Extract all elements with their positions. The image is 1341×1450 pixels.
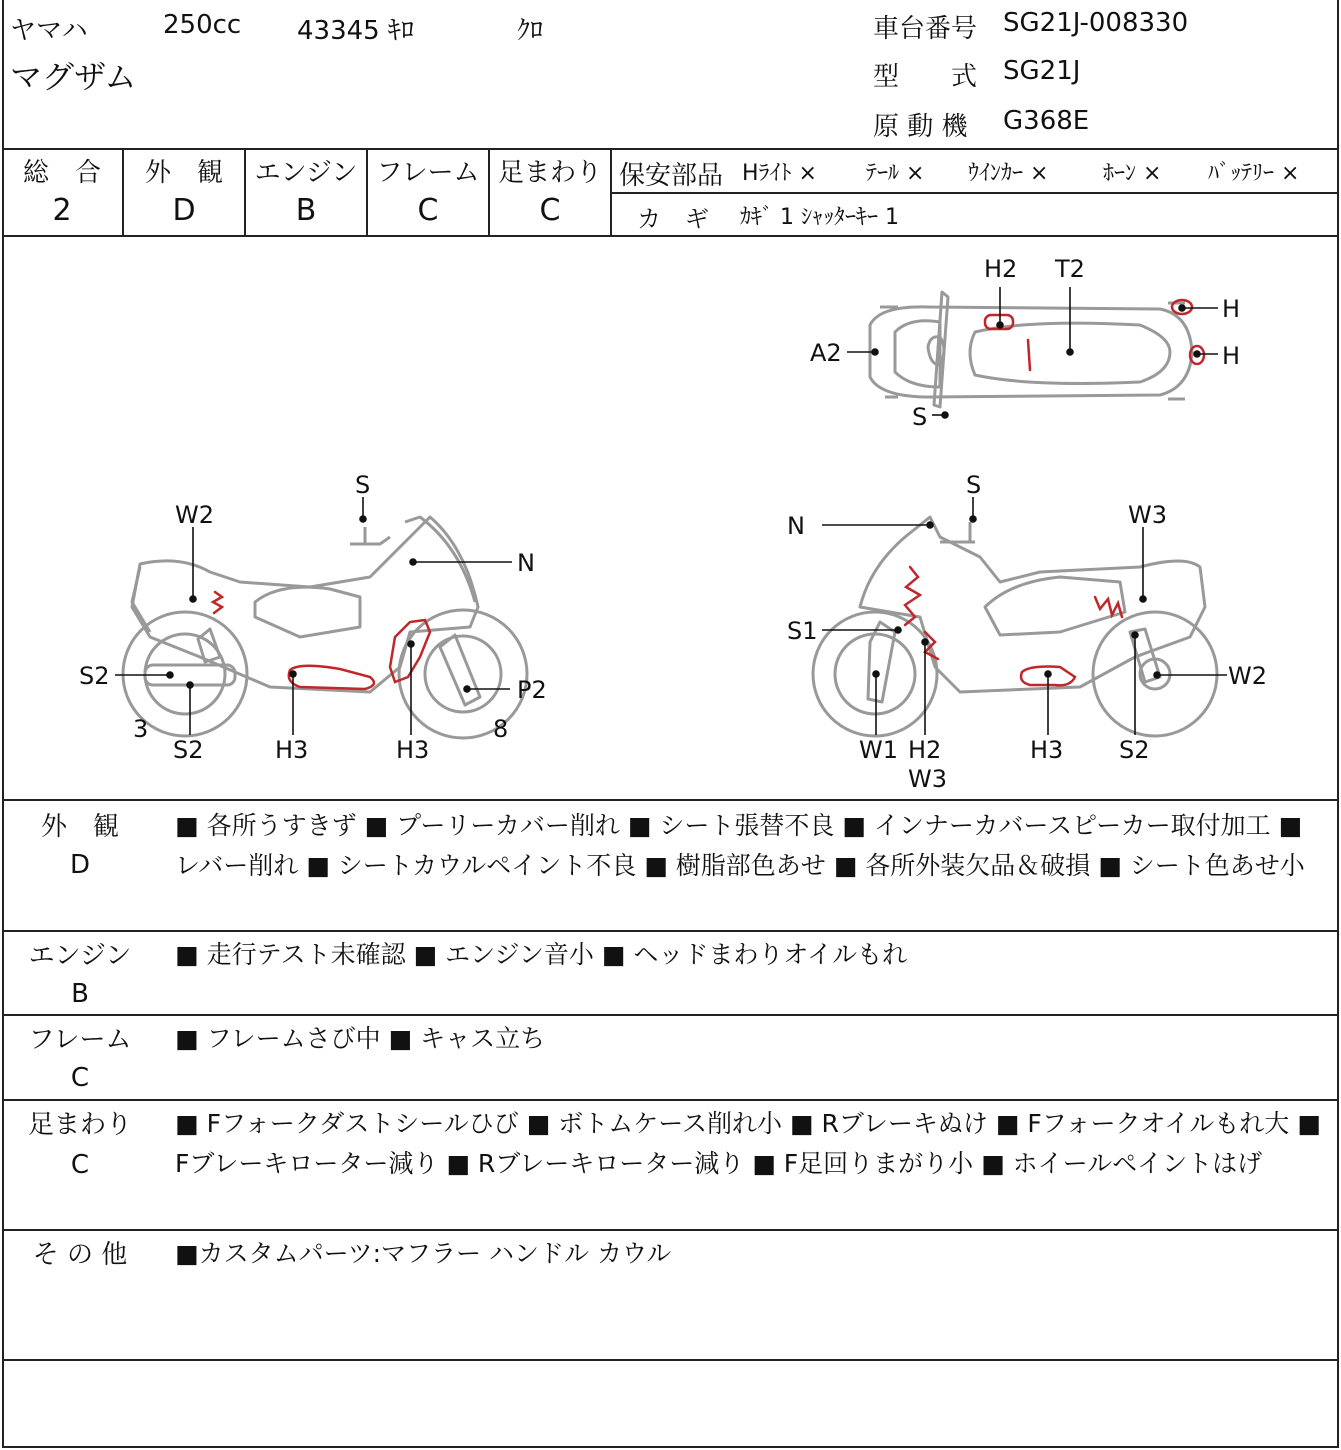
diag-label: A2 bbox=[810, 339, 842, 367]
diag-label: H bbox=[1222, 342, 1241, 370]
safety-item-winker: ｳｲﾝｶｰ × bbox=[968, 161, 1049, 186]
divider bbox=[2, 799, 1339, 801]
grade-suspension-label: 足まわり bbox=[497, 158, 602, 188]
diag-label: W3 bbox=[908, 765, 947, 793]
diag-label: 3 bbox=[133, 715, 149, 743]
type-label: 型 式 bbox=[873, 62, 978, 92]
diag-label: H bbox=[1222, 295, 1241, 323]
mileage: 43345 ｷﾛ bbox=[297, 16, 414, 46]
grade-engine-value: B bbox=[295, 193, 317, 228]
grade-total-value: 2 bbox=[52, 193, 72, 228]
section-engine-text: ■ 走行テスト未確認 ■ エンジン音小 ■ ヘッドまわりオイルもれ bbox=[175, 940, 908, 969]
diag-label: S bbox=[912, 403, 928, 431]
section-suspension-text: ■ Fフォークダストシールひび ■ ボトムケース削れ小 ■ Rブレーキぬけ ■ Fフォークオイルもれ大 ■ Fブレーキローター減り ■ Rブレーキローター減り ■ F足回りまがり小 ■ ホイールペイントはげ bbox=[175, 1109, 1321, 1178]
frame-no-label: 車台番号 bbox=[873, 14, 978, 44]
divider bbox=[2, 1014, 1339, 1016]
diag-label: H3 bbox=[275, 736, 309, 764]
diag-label: H3 bbox=[1030, 736, 1064, 764]
section-engine-grade: B bbox=[71, 979, 89, 1009]
section-other-title: そ の 他 bbox=[32, 1240, 128, 1270]
maker: ヤマハ bbox=[10, 16, 88, 46]
engine-value: G368E bbox=[1003, 106, 1090, 136]
divider bbox=[2, 1099, 1339, 1101]
diag-label: S1 bbox=[787, 617, 818, 645]
diag-label: H3 bbox=[396, 736, 430, 764]
type-value: SG21J bbox=[1003, 56, 1081, 86]
diag-label: S2 bbox=[79, 662, 110, 690]
diag-label: 8 bbox=[493, 715, 509, 743]
section-engine-title: エンジン bbox=[28, 941, 132, 971]
model-name: マグザム bbox=[10, 58, 137, 96]
diag-label: P2 bbox=[517, 676, 547, 704]
diag-label: H2 bbox=[984, 255, 1018, 283]
section-frame-grade: C bbox=[70, 1063, 90, 1093]
diag-label: W2 bbox=[175, 501, 214, 529]
damage-diagram bbox=[0, 237, 1341, 799]
diag-label: S2 bbox=[1119, 736, 1150, 764]
section-suspension-grade: C bbox=[70, 1150, 90, 1180]
diag-label: W2 bbox=[1228, 662, 1267, 690]
divider bbox=[2, 1359, 1339, 1361]
color: ｸﾛ bbox=[517, 16, 544, 46]
diag-label: H2 bbox=[908, 736, 942, 764]
grade-frame-value: C bbox=[417, 193, 439, 228]
grade-exterior-value: D bbox=[172, 193, 196, 228]
right-side-scooter bbox=[813, 517, 1217, 736]
safety-item-headlight: Hﾗｲﾄ × bbox=[742, 161, 817, 186]
safety-item-battery: ﾊﾞｯﾃﾘｰ × bbox=[1208, 161, 1300, 186]
top-view-scooter bbox=[870, 292, 1192, 407]
diag-label: W1 bbox=[859, 736, 898, 764]
engine-label: 原 動 機 bbox=[873, 112, 968, 142]
section-frame-title: フレーム bbox=[28, 1025, 132, 1055]
key-value: ｶｷﾞ 1 ｼｬｯﾀｰｷｰ 1 bbox=[740, 205, 899, 230]
key-label: カ ギ bbox=[637, 205, 709, 233]
safety-item-tail: ﾃｰﾙ × bbox=[866, 161, 925, 186]
diag-label: N bbox=[787, 512, 805, 540]
safety-item-horn: ﾎｰﾝ × bbox=[1103, 161, 1162, 186]
section-other-text: ■カスタムパーツ:マフラー ハンドル カウル bbox=[175, 1239, 672, 1268]
diag-label: S bbox=[355, 471, 371, 499]
diag-label: T2 bbox=[1055, 255, 1085, 283]
left-side-scooter bbox=[123, 517, 527, 738]
diag-label: S2 bbox=[173, 736, 204, 764]
grade-exterior-label: 外 観 bbox=[144, 158, 223, 188]
frame-no: SG21J-008330 bbox=[1003, 8, 1189, 38]
section-exterior-title: 外 観 bbox=[40, 812, 119, 842]
divider bbox=[2, 930, 1339, 932]
divider bbox=[612, 192, 1339, 194]
section-exterior-grade: D bbox=[69, 850, 91, 880]
divider bbox=[2, 1229, 1339, 1231]
grade-suspension-value: C bbox=[539, 193, 561, 228]
diag-label: S bbox=[966, 471, 982, 499]
diag-label: N bbox=[517, 549, 535, 577]
section-suspension-title: 足まわり bbox=[27, 1110, 132, 1140]
diag-label: W3 bbox=[1128, 501, 1167, 529]
section-frame-text: ■ フレームさび中 ■ キャス立ち bbox=[175, 1024, 546, 1053]
safety-label: 保安部品 bbox=[619, 161, 724, 191]
displacement: 250cc bbox=[163, 10, 242, 40]
grade-total-label: 総 合 bbox=[22, 158, 101, 188]
grade-frame-label: フレーム bbox=[376, 158, 480, 188]
grade-engine-label: エンジン bbox=[254, 158, 358, 188]
section-exterior-text: ■ 各所うすきず ■ プーリーカバー削れ ■ シート張替不良 ■ インナーカバースピーカー取付加工 ■ レバー削れ ■ シートカウルペイント不良 ■ 樹脂部色あせ ■ 各所外装欠品＆破損 ■ シート色あせ小 bbox=[175, 811, 1305, 880]
divider bbox=[2, 148, 1339, 150]
